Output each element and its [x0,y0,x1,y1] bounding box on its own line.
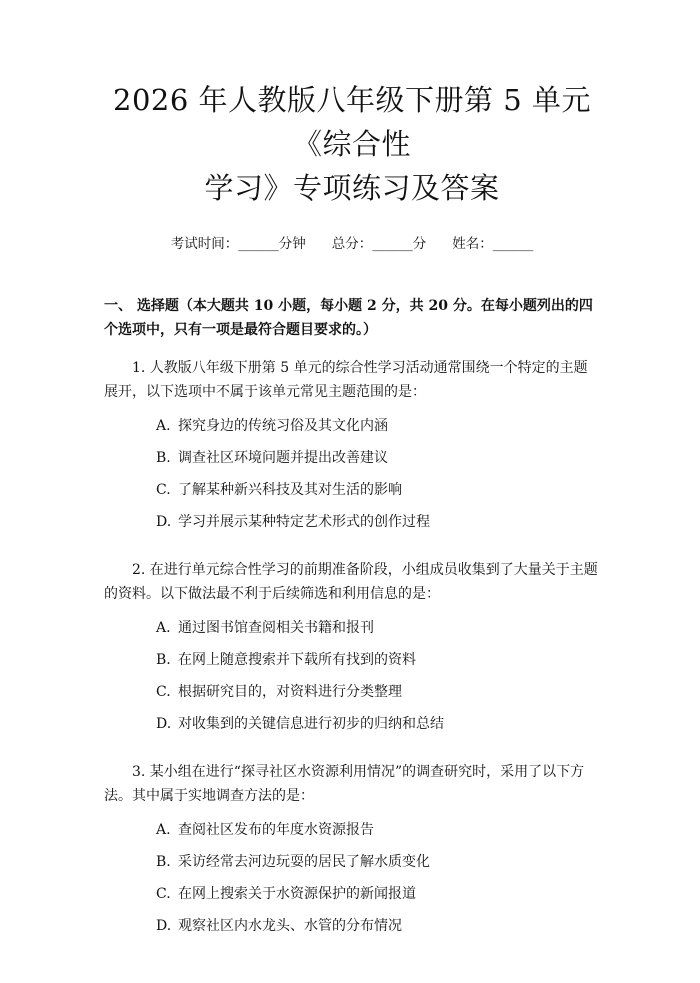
option-c [104,682,600,714]
option-c [104,480,600,512]
question-1-options [104,416,600,544]
option-text: 在网上随意搜索并下载所有找到的资料 [178,652,416,668]
option-letter: A. [156,418,171,434]
option-text: 了解某种新兴科技及其对生活的影响 [178,482,402,498]
option-text: 在网上搜索关于水资源保护的新闻报道 [178,886,416,902]
option-letter: D. [156,918,172,934]
option-letter: C. [156,886,171,902]
option-c [104,884,600,916]
option-text: 通过图书馆查阅相关书籍和报刊 [178,620,374,636]
exam-info [104,234,600,254]
option-letter: B. [156,854,171,870]
exam-time-field: 考试时间：______分钟 [170,236,306,252]
option-text: 对收集到的关键信息进行初步的归纳和总结 [178,716,444,732]
option-b [104,852,600,884]
option-text: 调查社区环境问题并提出改善建议 [178,450,388,466]
option-letter: C. [156,684,171,700]
option-letter: A. [156,822,171,838]
option-b [104,650,600,682]
option-letter: D. [156,716,172,732]
option-letter: C. [156,482,171,498]
title-line-1: 2026 年人教版八年级下册第 5 单元《综合性 [113,83,591,161]
option-letter: B. [156,450,171,466]
document-title [104,78,600,210]
question-2-stem: 2. 在进行单元综合性学习的前期准备阶段，小组成员收集到了大量关于主题的资料。以下做法最不利于后续筛选和利用信息的是： [104,562,598,602]
question-3-stem: 3. 某小组在进行“探寻社区水资源利用情况”的调查研究时，采用了以下方法。其中属于实地调查方法的是： [104,764,585,804]
document-page [0,78,700,983]
option-text: 采访经常去河边玩耍的居民了解水质变化 [178,854,430,870]
option-letter: A. [156,620,171,636]
section-heading: 一、 选择题（本大题共 10 小题，每小题 2 分，共 20 分。在每小题列出的四个选项中，只有一项是最符合题目要求的。） [104,298,593,338]
option-text: 根据研究目的，对资料进行分类整理 [178,684,402,700]
question-1-stem: 1. 人教版八年级下册第 5 单元的综合性学习活动通常围绕一个特定的主题展开，以下选项中不属于该单元常见主题范围的是： [104,360,588,400]
option-b [104,448,600,480]
option-a [104,618,600,650]
title-line-2: 学习》专项练习及答案 [204,171,500,205]
option-a [104,820,600,852]
option-text: 观察社区内水龙头、水管的分布情况 [178,918,402,934]
question-3-options [104,820,600,948]
option-letter: B. [156,652,171,668]
option-a [104,416,600,448]
total-score-field: 总分：______分 [331,236,427,252]
option-letter: D. [156,514,172,530]
option-text: 学习并展示某种特定艺术形式的创作过程 [178,514,430,530]
option-d [104,714,600,746]
name-field: 姓名：______ [452,236,534,252]
option-text: 探究身边的传统习俗及其文化内涵 [178,418,388,434]
question-2-options [104,618,600,746]
option-d [104,512,600,544]
option-text: 查阅社区发布的年度水资源报告 [178,822,374,838]
option-d [104,916,600,948]
